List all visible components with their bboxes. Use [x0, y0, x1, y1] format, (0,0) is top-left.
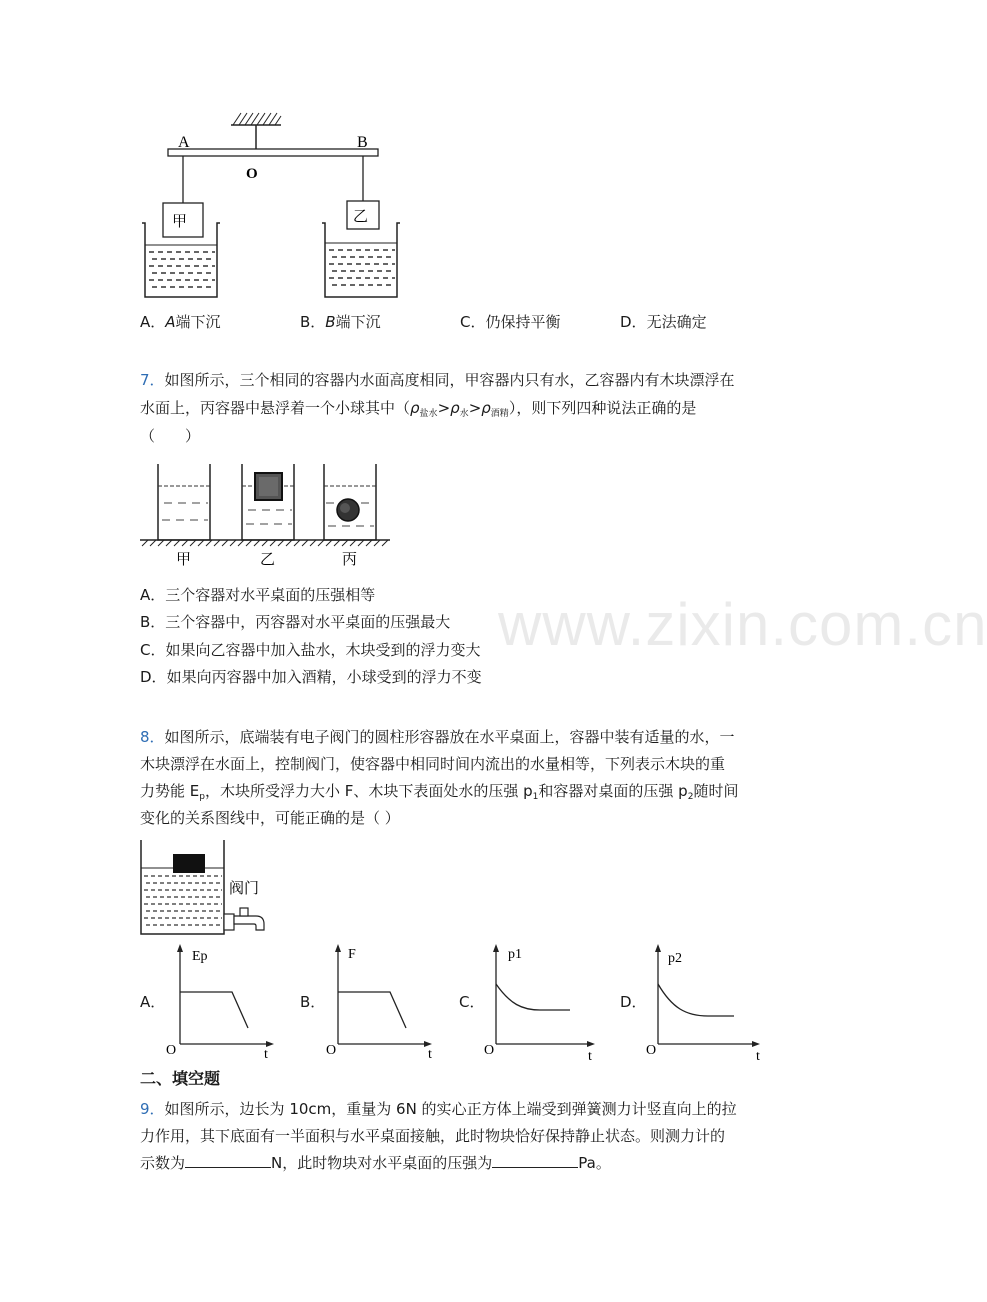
q7-option-c: C．如果向乙容器中加入盐水，木块受到的浮力变大 [140, 641, 481, 659]
q7-line-1: 7．如图所示，三个相同的容器内水面高度相同，甲容器内只有水，乙容器内有木块漂浮在 [140, 371, 735, 389]
lever-label-a: A [178, 134, 190, 151]
q9-number: 9． [140, 1100, 165, 1118]
graph-a-origin: O [166, 1043, 177, 1058]
block-right-label: 乙 [353, 209, 369, 225]
three-containers-figure [138, 458, 398, 570]
q8-line-1: 8．如图所示，底端装有电子阀门的圆柱形容器放在水平桌面上，容器中装有适量的水，一 [140, 728, 735, 746]
container-label-2: 乙 [260, 552, 276, 568]
q6-option-d: D．无法确定 [620, 313, 707, 331]
q7-option-d: D．如果向丙容器中加入酒精，小球受到的浮力不变 [140, 668, 482, 686]
q8-graph-b-letter: B． [300, 993, 326, 1011]
graph-d-origin: O [646, 1043, 657, 1058]
lever-label-o: O [246, 166, 258, 182]
q9-line-2: 力作用，其下底面有一半面积与水平桌面接触，此时物块恰好保持静止状态。则测力计的 [140, 1127, 726, 1145]
q6-option-a: A．A端下沉 [140, 313, 221, 331]
q8-graph-a [160, 942, 280, 1062]
q6-option-b: B．B端下沉 [300, 313, 381, 331]
graph-a-ylabel: Ep [192, 949, 208, 964]
q7-option-a: A．三个容器对水平桌面的压强相等 [140, 586, 376, 604]
valve-container-figure [138, 838, 273, 940]
watermark: www.zixin.com.cn [498, 591, 987, 658]
q8-graph-b [318, 942, 438, 1062]
q8-line-2: 木块漂浮在水面上，控制阀门，使容器中相同时间内流出的水量相等，下列表示木块的重 [140, 755, 726, 773]
q7-line-3: （ ） [140, 427, 201, 445]
lever-figure [135, 105, 395, 305]
q7-option-b: B．三个容器中，丙容器对水平桌面的压强最大 [140, 613, 451, 631]
q8-line-3: 力势能 $E_p$，木块所受浮力大小 F、木块下表面处水的压强 $p_1$和容器对桌面的压强 $p_2$随时间 [140, 782, 739, 802]
q8-graph-a-letter: A． [140, 993, 166, 1011]
q8-graph-d-letter: D． [620, 993, 647, 1011]
q6-option-c: C．仍保持平衡 [460, 313, 561, 331]
graph-b-ylabel: F [348, 947, 356, 962]
graph-b-xlabel: t [428, 1047, 432, 1062]
lever-label-b: B [357, 134, 368, 151]
graph-d-ylabel: p2 [668, 951, 682, 966]
graph-b-origin: O [326, 1043, 337, 1058]
graph-c-origin: O [484, 1043, 495, 1058]
graph-c-xlabel: t [588, 1049, 592, 1064]
q8-graph-d [638, 942, 768, 1062]
graph-a-xlabel: t [264, 1047, 268, 1062]
container-label-1: 甲 [176, 552, 192, 568]
q8-number: 8． [140, 728, 165, 746]
container-label-3: 丙 [342, 552, 358, 568]
q8-graph-c [476, 942, 601, 1062]
graph-c-ylabel: p1 [508, 947, 522, 962]
q7-number: 7． [140, 371, 165, 389]
graph-d-xlabel: t [756, 1049, 760, 1064]
q8-line-4: 变化的关系图线中，可能正确的是（ ） [140, 809, 400, 827]
q8-graph-c-letter: C． [459, 993, 485, 1011]
answer-blank-1[interactable] [185, 1153, 271, 1168]
block-left-label: 甲 [172, 214, 188, 230]
q9-line-3: 示数为 N，此时物块对水平桌面的压强为 Pa。 [140, 1154, 611, 1172]
answer-blank-2[interactable] [492, 1153, 578, 1168]
valve-label: 阀门 [229, 881, 260, 897]
q7-line-2: 水面上，丙容器中悬浮着一个小球其中$(\rho_{盐水}>\rho_水>\rho_{酒精})$，则下列四种说法正确的是 [140, 399, 697, 419]
q9-line-1: 9．如图所示，边长为 10cm，重量为 6N 的实心正方体上端受到弹簧测力计竖直向上的拉 [140, 1100, 737, 1118]
section-heading: 二、填空题 [140, 1069, 221, 1088]
